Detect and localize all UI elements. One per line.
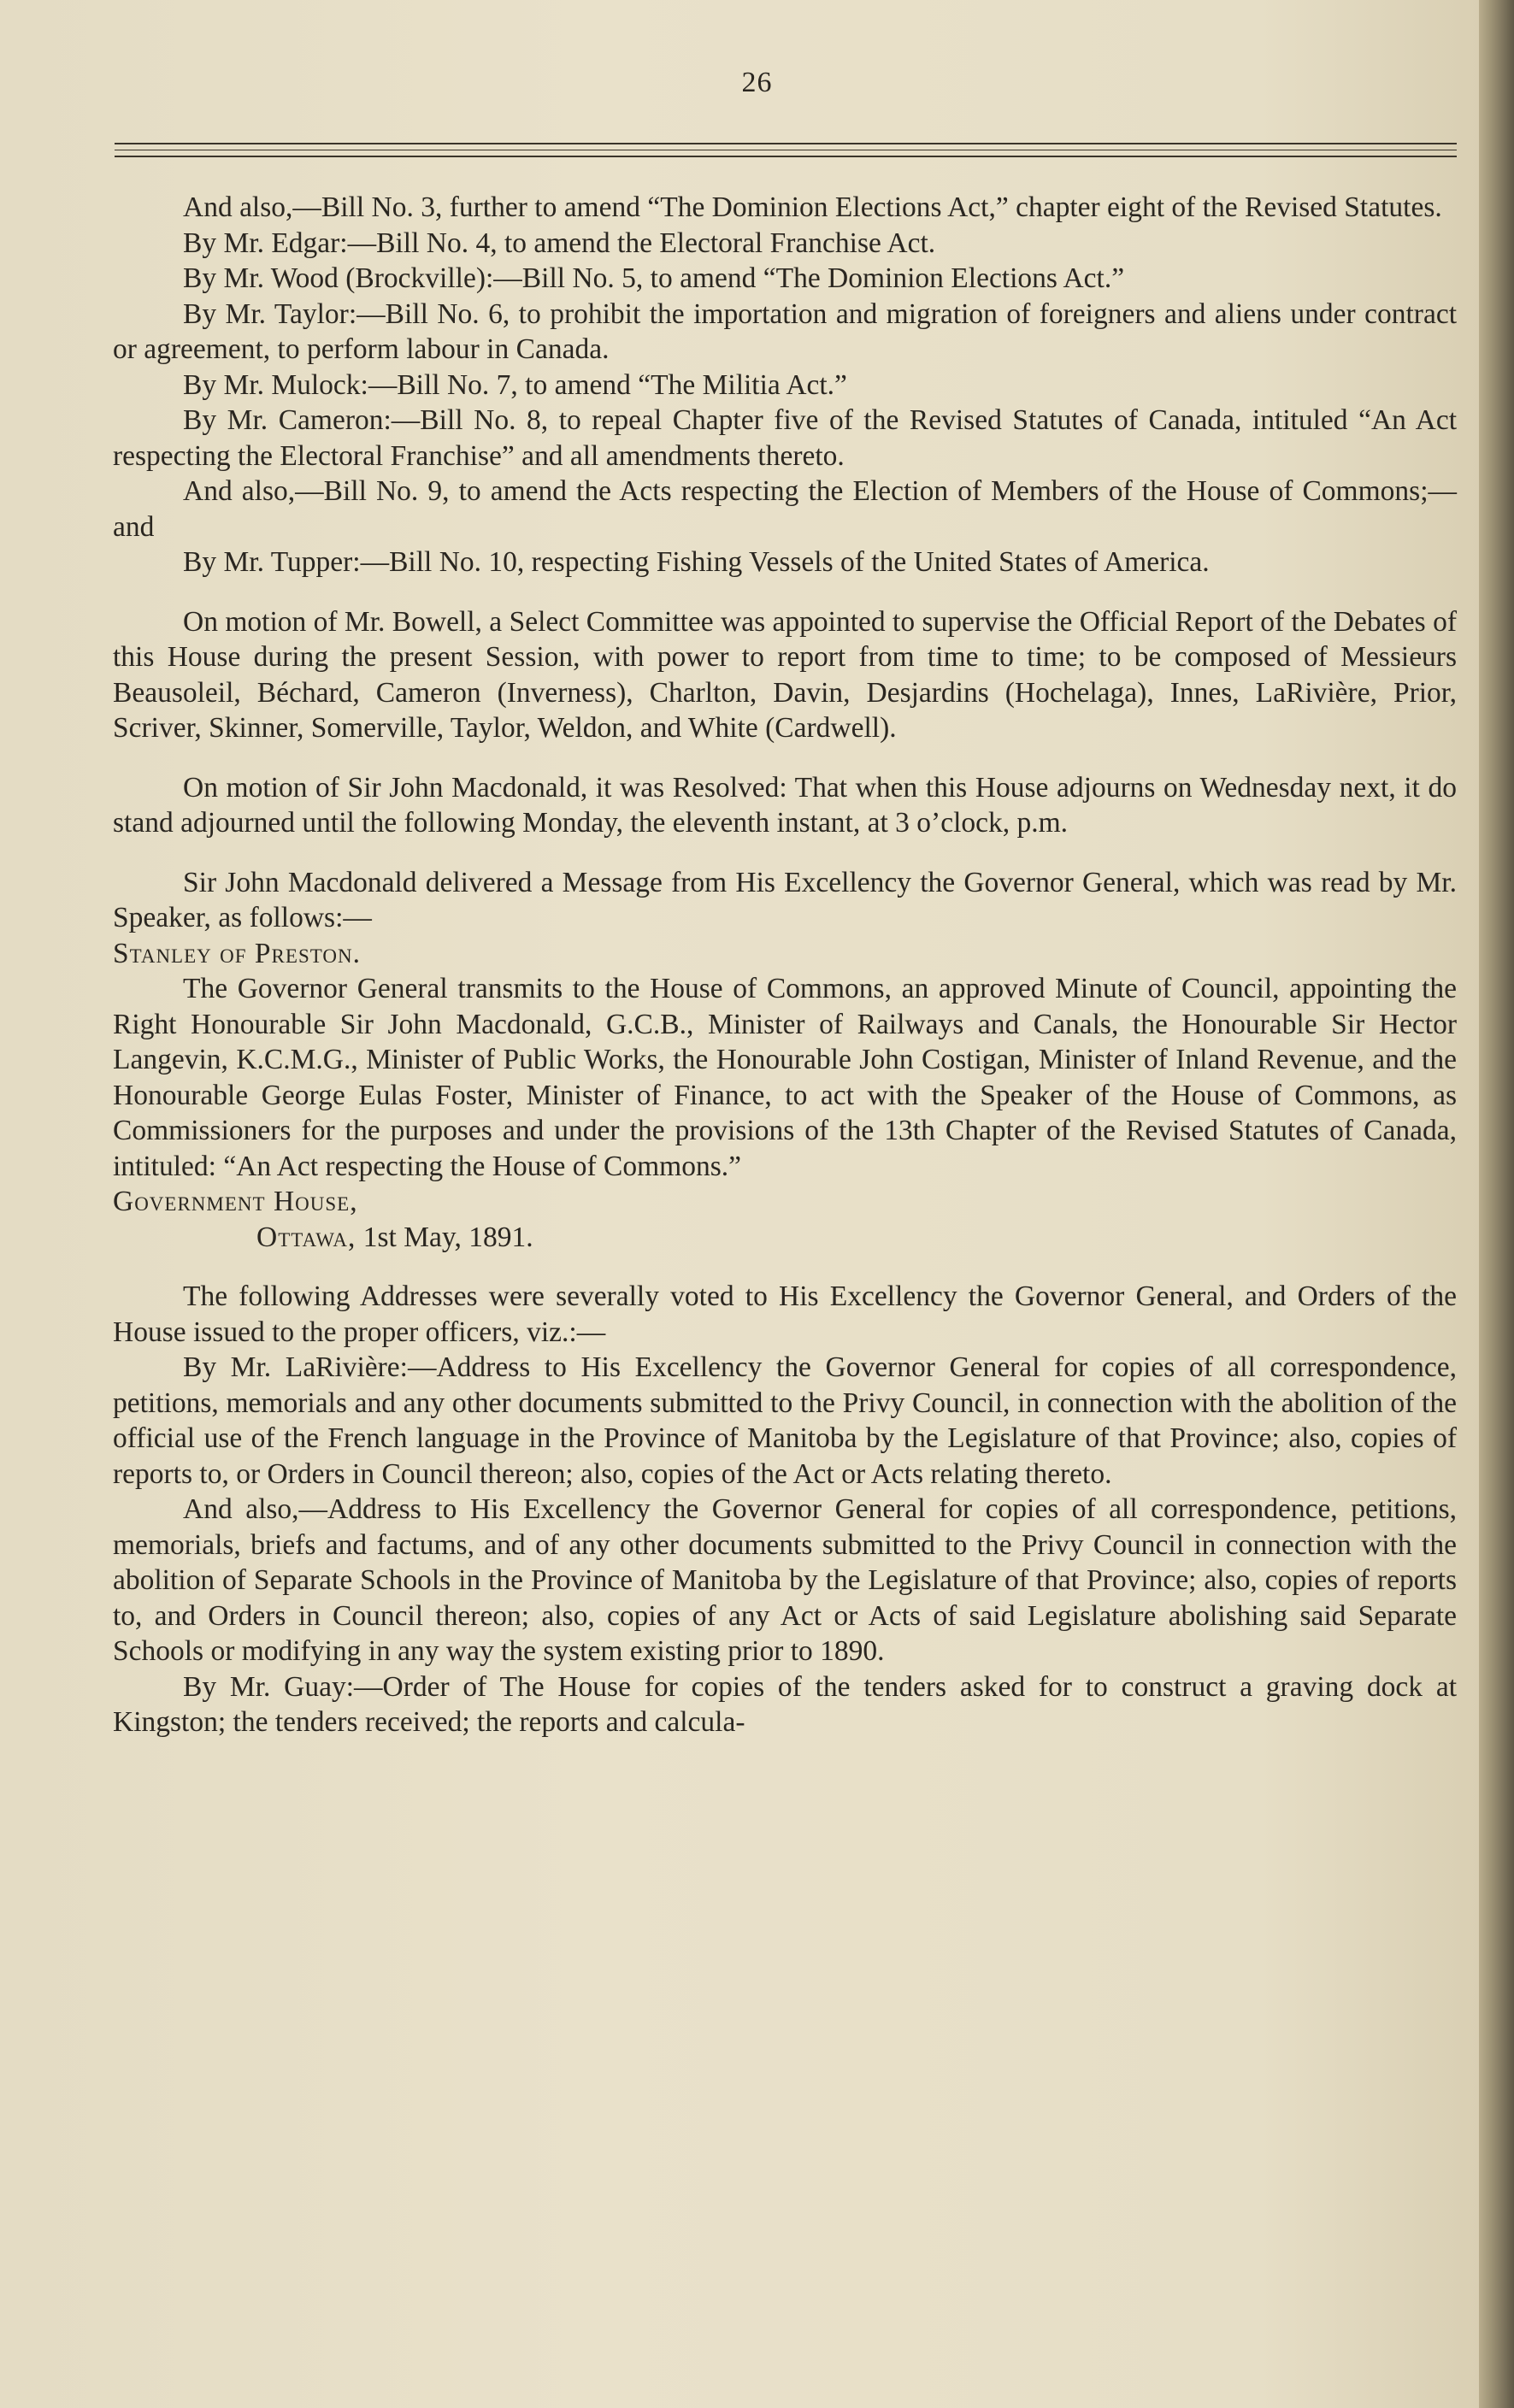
header-rule-top	[115, 143, 1457, 144]
paragraph: By Mr. Cameron:—Bill No. 8, to repeal Chapter five of the Revised Statutes of Canada, intituled “An Act respecting the Electoral Franchise” and all amendments thereto.	[113, 404, 1457, 472]
book-binding-edge	[1479, 0, 1514, 2408]
page-number: 26	[741, 67, 773, 98]
dateline-date	[113, 1220, 1457, 1256]
paragraph: By Mr. Taylor:—Bill No. 6, to prohibit the importation and migration of foreigners and aliens under contract or agreement, to perform labour in Canada.	[113, 297, 1457, 365]
paragraph: And also,—Address to His Excellency the Governor General for copies of all correspondence, petitions, memorials, briefs and factums, and of any other documents submitted to the Privy Council in connection with the abolition of Separate Schools in the Province of Manitoba by the Legislature of that Province; also, copies of reports to, and Orders in Council thereon; also, copies of any Act or Acts of said Legislature abolishing said Separate Schools or modifying in any way the system existing prior to 1890.	[113, 1493, 1457, 1667]
paragraph: By Mr. Mulock:—Bill No. 7, to amend “The Militia Act.”	[183, 368, 847, 401]
paragraph: By Mr. LaRivière:—Address to His Excellency the Governor General for copies of all correspondence, petitions, memorials and any other documents submitted to the Privy Council, in connection with the abolition of the official use of the French language in the Province of Manitoba by the Legislature of that Province; also, copies of reports to, or Orders in Council thereon; also, copies of the Act or Acts relating thereto.	[113, 1351, 1457, 1490]
paragraph: Sir John Macdonald delivered a Message from His Excellency the Governor General, which was read by Mr. Speaker, as follows:—	[113, 866, 1457, 933]
paragraph: On motion of Mr. Bowell, a Select Committee was appointed to supervise the Official Report of the Debates of this House during the present Session, with power to report from time to time; to be composed of Messieurs Beausoleil, Béchard, Cameron (Inverness), Charlton, Davin, Desjardins (Hochelaga), Innes, LaRivière, Prior, Scriver, Skinner, Somerville, Taylor, Weldon, and White (Cardwell).	[113, 605, 1457, 744]
dateline-day: 1st May, 1891.	[362, 1221, 533, 1253]
paragraph: And also,—Bill No. 9, to amend the Acts respecting the Election of Members of the House of Commons;—and	[113, 475, 1457, 543]
message-signature: Stanley of Preston.	[113, 937, 361, 969]
paragraph: By Mr. Guay:—Order of The House for copies of the tenders asked for to construct a graving dock at Kingston; the tenders received; the reports and calcula-	[113, 1670, 1457, 1738]
dateline-place: Government House,	[113, 1186, 358, 1217]
paragraph: By Mr. Wood (Brockville):—Bill No. 5, to amend “The Dominion Elections Act.”	[183, 262, 1125, 294]
paragraph: The following Addresses were severally voted to His Excellency the Governor General, and Orders of the House issued to the proper officers, viz.:—	[113, 1281, 1457, 1348]
page-body	[113, 190, 1457, 1740]
paragraph: On motion of Sir John Macdonald, it was Resolved: That when this House adjourns on Wednesday next, it do stand adjourned until the following Monday, the eleventh instant, at 3 o’clock, p.m.	[113, 771, 1457, 839]
dateline-city: Ottawa,	[256, 1221, 356, 1253]
paragraph: The Governor General transmits to the House of Commons, an approved Minute of Council, appointing the Right Honourable Sir John Macdonald, G.C.B., Minister of Railways and Canals, the Honourable Sir Hector Langevin, K.C.M.G., Minister of Public Works, the Honourable John Costigan, Minister of Inland Revenue, and the Honourable George Eulas Foster, Minister of Finance, to act with the Speaker of the House of Commons, as Commissioners for the purposes and under the provisions of the 13th Chapter of the Revised Statutes of Canada, intituled: “An Act respecting the House of Commons.”	[113, 973, 1457, 1182]
paragraph: By Mr. Tupper:—Bill No. 10, respecting Fishing Vessels of the United States of America.	[183, 546, 1210, 578]
paragraph: And also,—Bill No. 3, further to amend “The Dominion Elections Act,” chapter eight of the Revised Statutes.	[183, 191, 1442, 223]
header-rule-bottom	[115, 156, 1457, 157]
paragraph: By Mr. Edgar:—Bill No. 4, to amend the Electoral Franchise Act.	[183, 227, 936, 259]
